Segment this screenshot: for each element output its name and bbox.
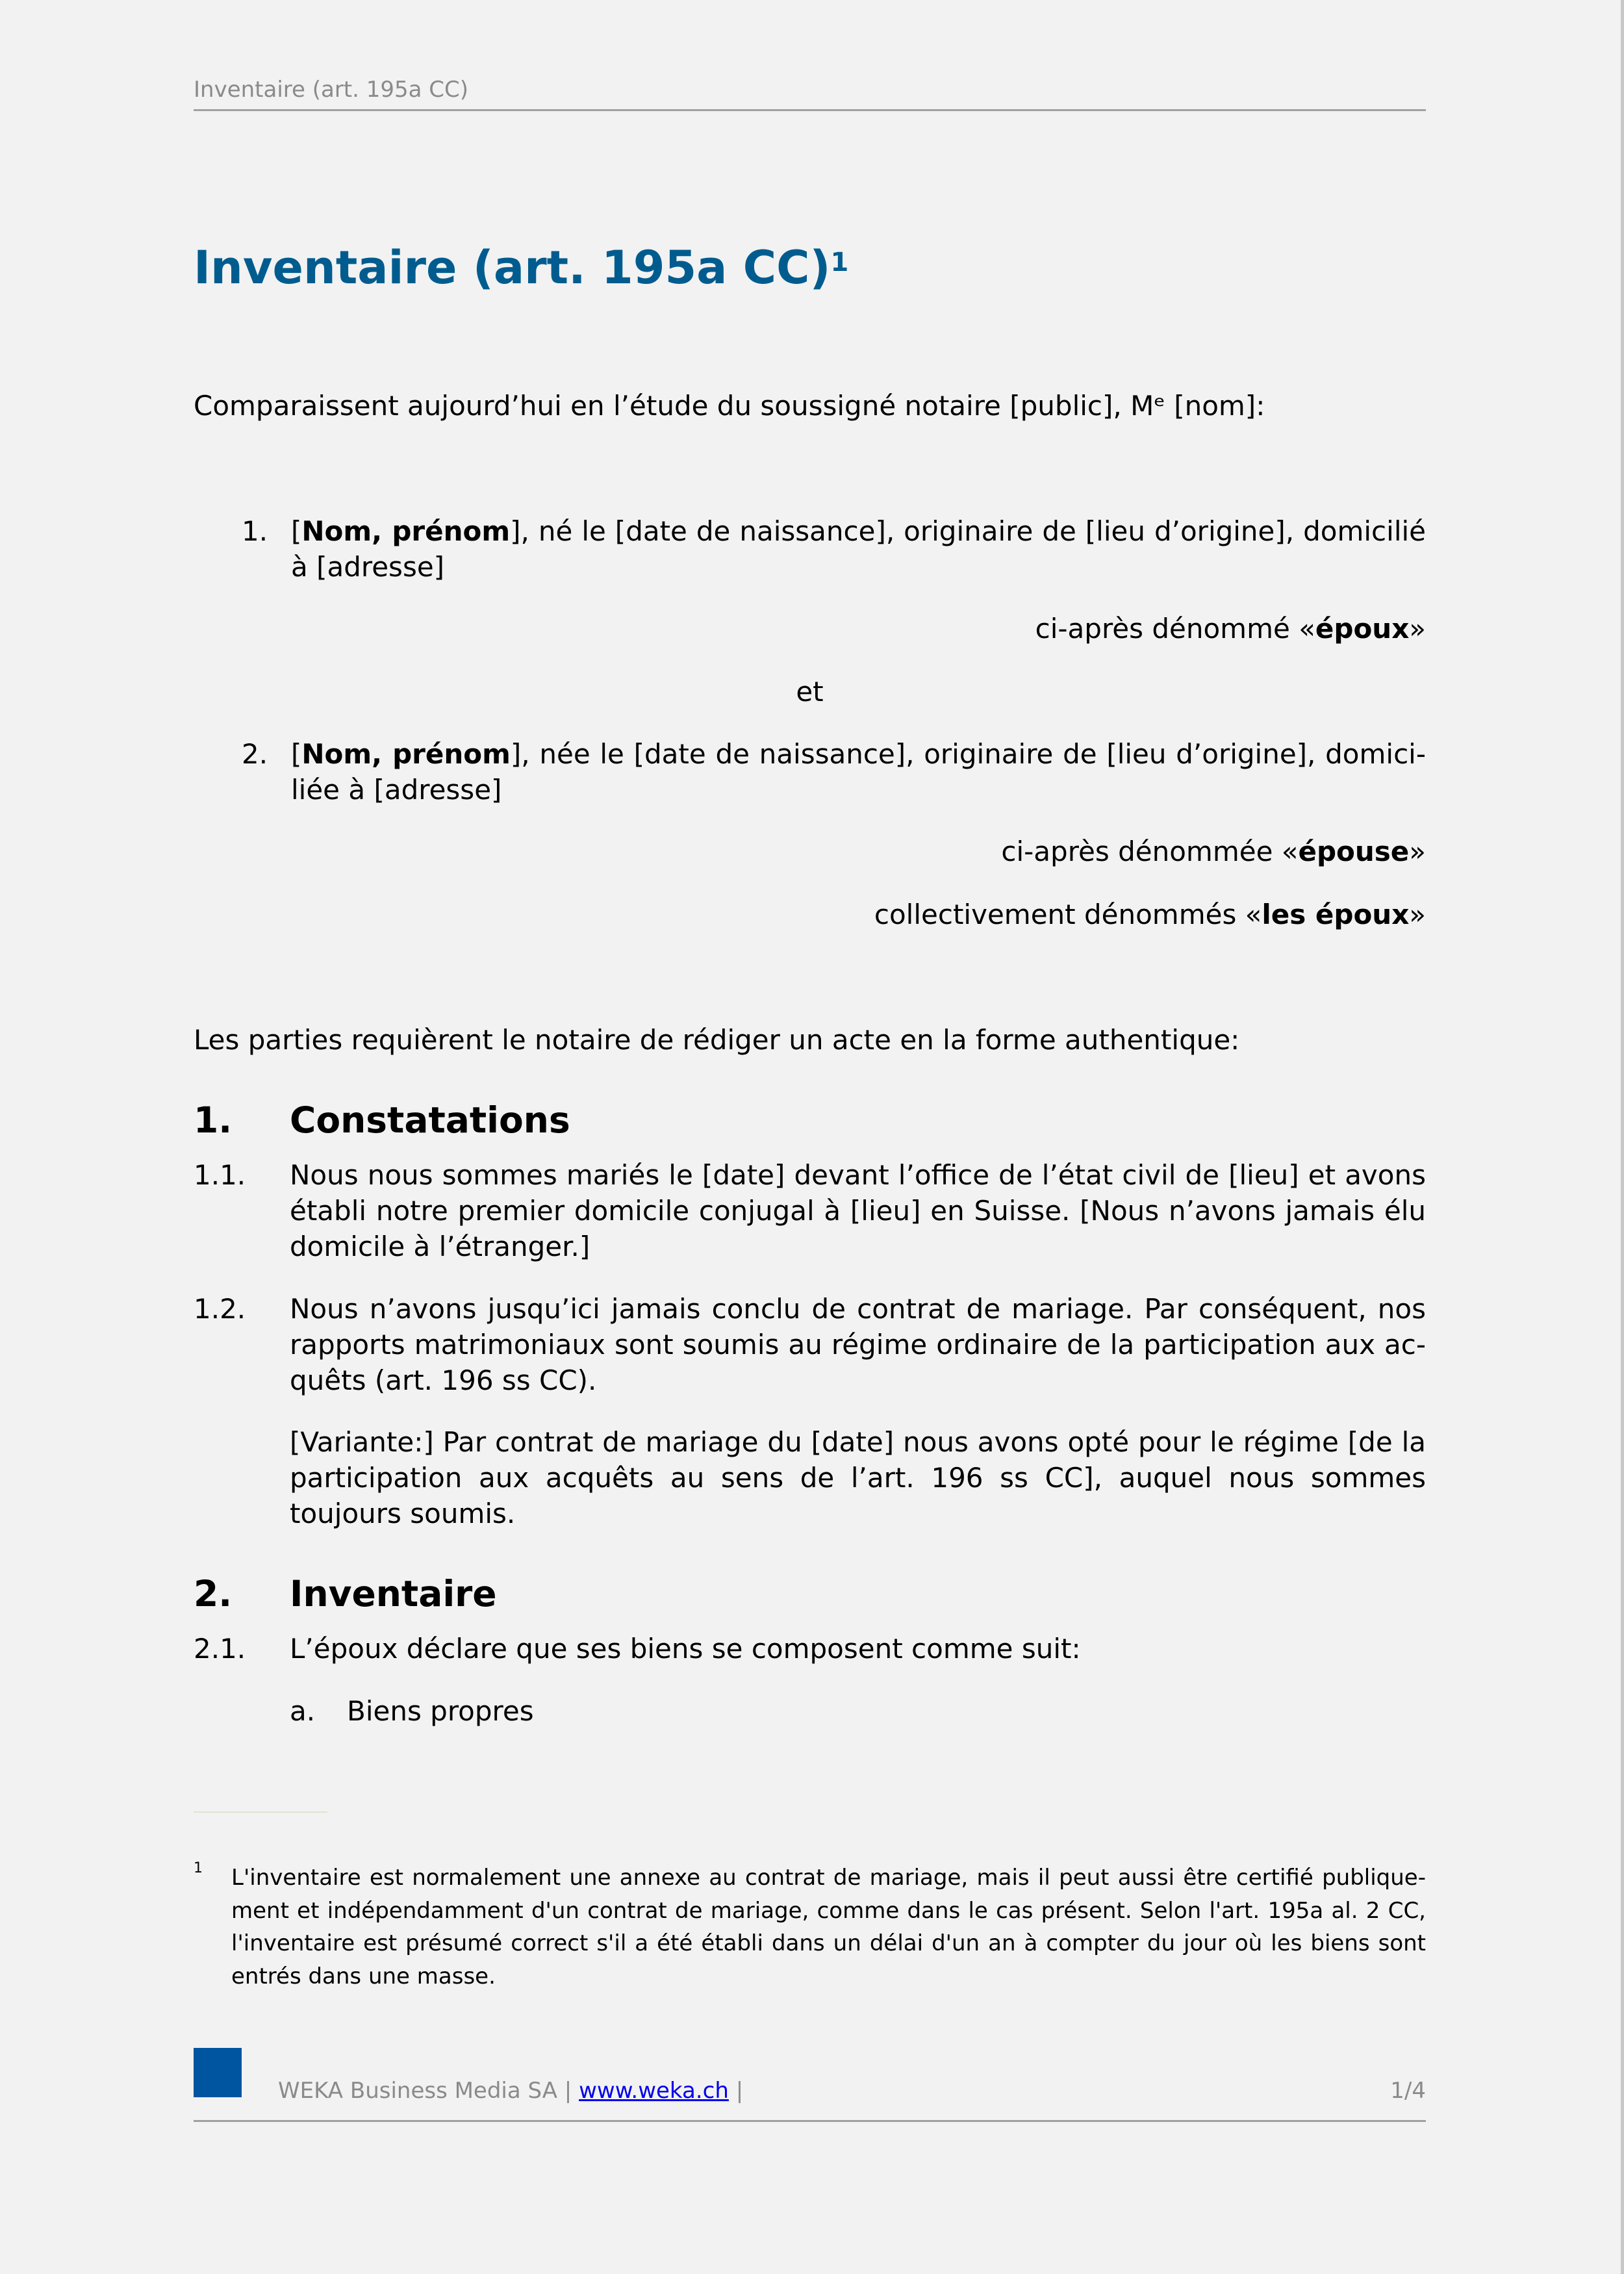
bracket: [ — [291, 515, 302, 547]
designation-collective — [194, 897, 1426, 932]
designation-epoux — [194, 611, 1426, 646]
designation-post: » — [1409, 836, 1426, 867]
footnote-ref[interactable]: 1 — [830, 248, 849, 277]
party-1 — [194, 513, 1426, 585]
party-number: 2. — [242, 738, 268, 770]
running-header: Inventaire (art. 195a CC) — [194, 77, 469, 103]
footnote — [194, 1861, 1426, 1993]
clause-number: 1.2. — [194, 1293, 246, 1325]
footnote-separator — [194, 1811, 327, 1813]
section-heading-1 — [194, 1097, 1426, 1143]
footnote-text: L'inventaire est normalement une annexe au contrat de mariage, mais il peut aussi être certifié publique-ment et indépendamment d'un contrat de mariage, comme dans le cas présent. Selon l'art. 195a al. 2 CC, l'inventaire est présumé correct s'il a été établi dans un délai d'un an à compter du jour où les biens sont entrés dans une masse. — [231, 1865, 1426, 1989]
document-title — [194, 237, 848, 298]
clause-1-2 — [194, 1291, 1426, 1398]
party-details: ], né le [date de naissance], originaire de [lieu d’origine], domicilié à [adresse] — [291, 515, 1426, 583]
header-divider — [194, 109, 1426, 111]
clause-1-1 — [194, 1157, 1426, 1264]
designation-bold: époux — [1315, 613, 1410, 645]
intro-paragraph: Comparaissent aujourd’hui en l’étude du soussigné notaire [public], Mᵉ [nom]: — [194, 390, 1265, 422]
party-name: Nom, prénom — [301, 515, 511, 547]
party-number: 1. — [242, 515, 268, 547]
party-name: Nom, prénom — [301, 738, 511, 770]
party-2 — [194, 736, 1426, 808]
section-heading-2 — [194, 1571, 1426, 1616]
weka-logo — [194, 2048, 242, 2097]
clause-text: L’époux déclare que ses biens se composent comme suit: — [290, 1633, 1081, 1665]
designation-bold: les époux — [1262, 899, 1410, 930]
section-title: Constatations — [290, 1099, 570, 1141]
designation-post: » — [1409, 613, 1426, 645]
clause-text: Nous n’avons jusqu’ici jamais conclu de contrat de mariage. Par conséquent, nos rapports matrimoniaux sont soumis au régime ordinaire de la participation aux ac-quêts (art. 196 ss CC). — [290, 1293, 1426, 1396]
clause-text: [Variante:] Par contrat de mariage du [date] nous avons opté pour le régime [de la participation aux acquêts au sens de l’art. 196 ss CC], auquel nous sommes toujours soumis. — [290, 1426, 1426, 1529]
page-number: 1/4 — [1390, 2078, 1426, 2104]
clause-variant — [194, 1424, 1426, 1531]
clause-number: 2.1. — [194, 1633, 246, 1665]
clause-text: Nous nous sommes mariés le [date] devant l’office de l’état civil de [lieu] et avons établi notre premier domicile conjugal à [lieu] en Suisse. [Nous n’avons jamais élu domicile à l’étranger.] — [290, 1159, 1426, 1262]
footer-link[interactable]: www.weka.ch — [579, 2078, 729, 2104]
clause-2-1 — [194, 1631, 1426, 1667]
title-text: Inventaire (art. 195a CC) — [194, 241, 831, 294]
party-details: ], née le [date de naissance], originaire de [lieu d’origine], domici-liée à [adresse] — [291, 738, 1426, 806]
clause-number: 1.1. — [194, 1159, 246, 1191]
bracket: [ — [291, 738, 302, 770]
designation-post: » — [1409, 899, 1426, 930]
footer-company: WEKA Business Media SA | — [278, 2078, 572, 2104]
designation-epouse — [194, 834, 1426, 869]
subitem-text: Biens propres — [347, 1695, 534, 1727]
footnote-number: 1 — [194, 1860, 203, 1876]
designation-pre: ci-après dénommée « — [1001, 836, 1299, 867]
section-title: Inventaire — [290, 1573, 497, 1615]
section-number: 1. — [194, 1099, 233, 1141]
footer-text — [278, 2078, 743, 2104]
subitem-letter: a. — [290, 1695, 316, 1727]
footer-separator: | — [735, 2078, 744, 2104]
designation-pre: ci-après dénommé « — [1035, 613, 1315, 645]
designation-bold: épouse — [1298, 836, 1410, 867]
page-edge — [1621, 0, 1624, 2274]
conjunction: et — [796, 676, 824, 708]
designation-pre: collectivement dénommés « — [874, 899, 1262, 930]
footer-divider — [194, 2120, 1426, 2122]
request-paragraph: Les parties requièrent le notaire de rédiger un acte en la forme authentique: — [194, 1024, 1240, 1056]
section-number: 2. — [194, 1573, 233, 1615]
subitem-a — [290, 1693, 534, 1729]
